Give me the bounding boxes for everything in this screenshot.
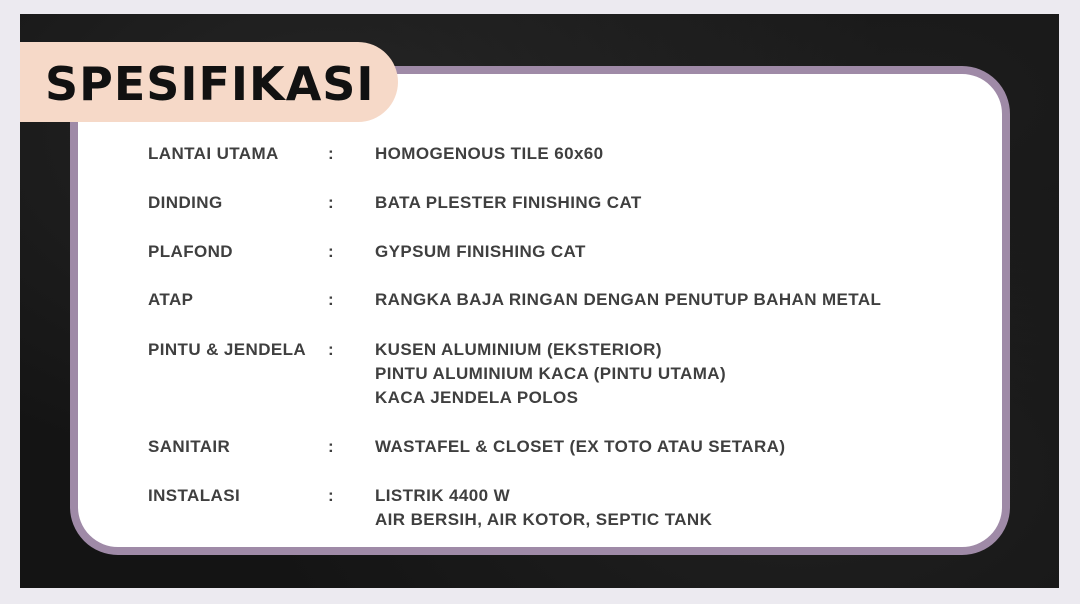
spec-value: RANGKA BAJA RINGAN DENGAN PENUTUP BAHAN METAL bbox=[375, 290, 882, 309]
spec-label: LANTAI UTAMA bbox=[148, 144, 279, 163]
spec-label: DINDING bbox=[148, 193, 223, 212]
spec-label: SANITAIR bbox=[148, 437, 231, 456]
spec-separator: : bbox=[328, 340, 335, 359]
spec-value: HOMOGENOUS TILE 60x60 bbox=[375, 144, 604, 163]
page-title: SPESIFIKASI bbox=[45, 57, 375, 111]
spec-value: GYPSUM FINISHING CAT bbox=[375, 242, 586, 261]
spec-label: INSTALASI bbox=[148, 486, 241, 505]
spec-value: AIR BERSIH, AIR KOTOR, SEPTIC TANK bbox=[375, 510, 713, 529]
spec-separator: : bbox=[328, 144, 335, 163]
spec-separator: : bbox=[328, 242, 335, 261]
spec-value: BATA PLESTER FINISHING CAT bbox=[375, 193, 642, 212]
spec-label: ATAP bbox=[148, 290, 194, 309]
spec-values bbox=[375, 435, 785, 459]
spec-value: KACA JENDELA POLOS bbox=[375, 388, 579, 407]
spec-separator: : bbox=[328, 486, 335, 505]
spec-label: PLAFOND bbox=[148, 242, 233, 261]
spec-value: KUSEN ALUMINIUM (EKSTERIOR) bbox=[375, 340, 662, 359]
spec-values bbox=[375, 142, 604, 166]
spec-values bbox=[375, 484, 712, 532]
spec-separator: : bbox=[328, 193, 335, 212]
spec-value: PINTU ALUMINIUM KACA (PINTU UTAMA) bbox=[375, 364, 727, 383]
spec-label: PINTU & JENDELA bbox=[148, 340, 307, 359]
spec-value: LISTRIK 4400 W bbox=[375, 486, 511, 505]
spec-values bbox=[375, 191, 642, 215]
spec-separator: : bbox=[328, 290, 335, 309]
spec-values bbox=[375, 288, 881, 312]
spec-value: WASTAFEL & CLOSET (EX TOTO ATAU SETARA) bbox=[375, 437, 786, 456]
slide bbox=[20, 14, 1059, 588]
spec-values bbox=[375, 338, 726, 410]
spec-values bbox=[375, 240, 586, 264]
spec-separator: : bbox=[328, 437, 335, 456]
